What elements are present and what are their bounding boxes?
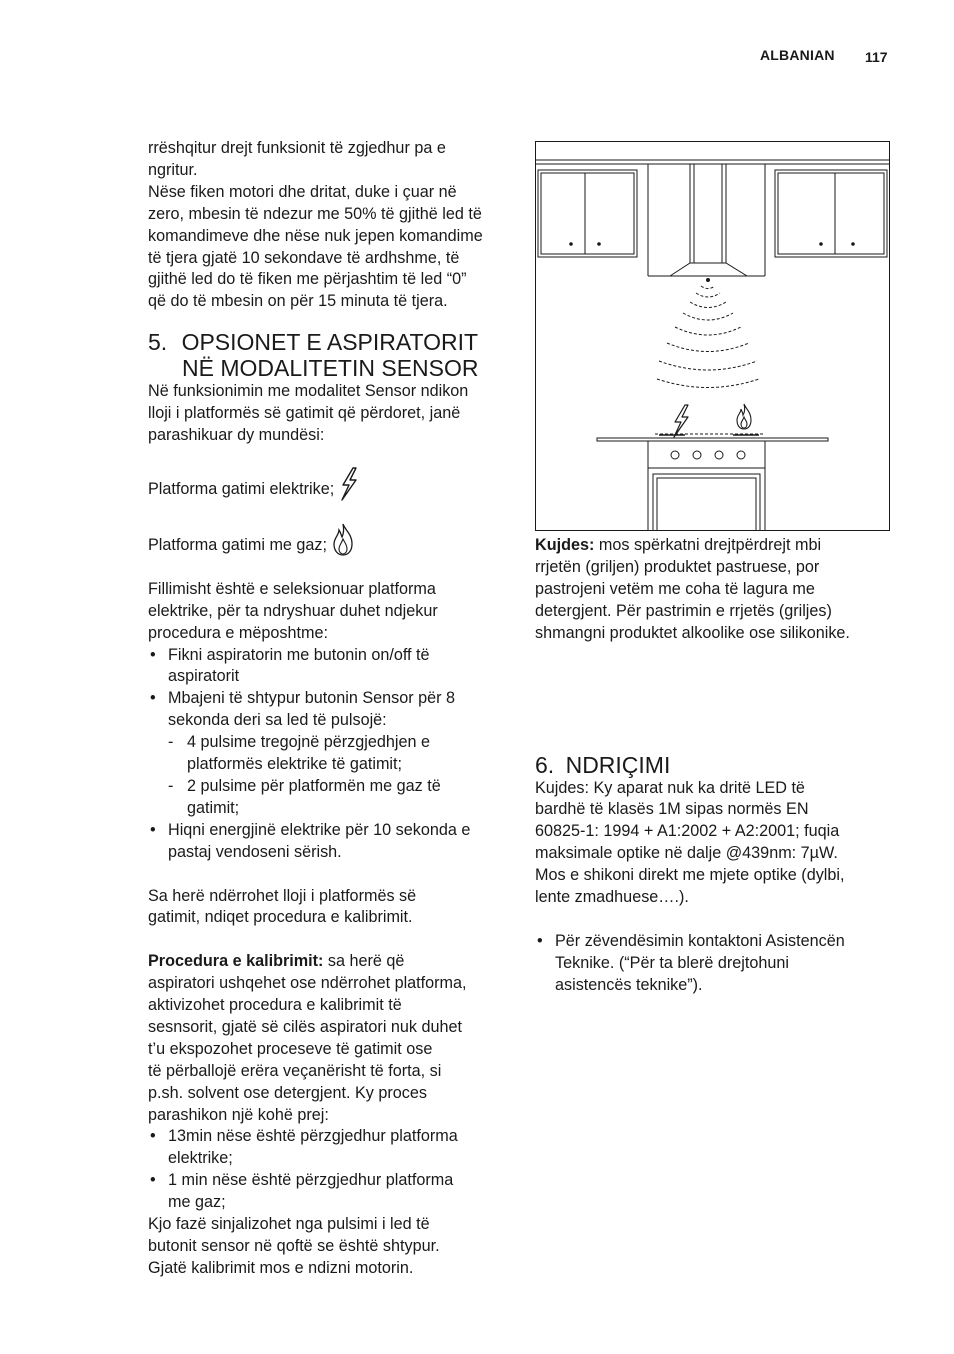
text-line: Kjo fazë sinjalizohet nga pulsimi i led të [148, 1215, 430, 1234]
text-line: butonit sensor në qoftë se është shtypur. [148, 1237, 440, 1256]
lightning-icon [674, 405, 688, 437]
caution-paragraph [535, 535, 900, 645]
text-line: lloji i platformës së gatimit që përdoret, janë [148, 404, 461, 423]
text-line: Mbajeni të shtypur butonin Sensor për 8 [168, 689, 456, 708]
text-line: komandimeve dhe nëse nuk jepen komandime [148, 226, 483, 245]
right-wall-cabinet [765, 164, 887, 276]
text-line: gjithë led do të fiken me përjashtim të led “0” [148, 270, 467, 289]
cooktop [597, 434, 828, 441]
cabinet-knob [569, 242, 573, 246]
text-line: Mos e shikoni direkt me mjete optike (dylbi, [535, 866, 845, 885]
text-line: Gjatë kalibrimit mos e ndizni motorin. [148, 1258, 414, 1277]
cabinet-knob [597, 242, 601, 246]
text-line: Teknike. (“Për ta blerë drejtohuni [555, 953, 789, 972]
calibration-times [148, 1126, 510, 1214]
gas-option-label: Platforma gatimi me gaz; [148, 536, 328, 555]
text-line: me gaz; [168, 1193, 226, 1212]
chimney-hood [648, 164, 765, 276]
page-number: 117 [865, 49, 888, 65]
text-line: lente zmadhuese….). [535, 888, 689, 907]
left-column [148, 138, 510, 1280]
left-wall-cabinet [538, 164, 648, 276]
pulse-sublist [168, 732, 510, 820]
text-line: elektrike; [168, 1149, 233, 1168]
text-line: shmangni produktet alkoolike ose silikonike. [535, 623, 850, 642]
text-line: zero, mbesin të ndezur me 50% të gjithë led të [148, 204, 482, 223]
section-5-heading [148, 329, 510, 381]
text-line: procedura e mëposhtme: [148, 623, 328, 642]
list-item [168, 776, 510, 820]
cabinet-knob [851, 242, 855, 246]
oven-knob [737, 451, 745, 459]
text-line: sa herë që [323, 952, 405, 971]
oven-knob [693, 451, 701, 459]
text-line: aktivizohet procedura e kalibrimit të [148, 996, 402, 1015]
section-6-body [535, 778, 900, 909]
sensor-wave-icon [657, 286, 759, 388]
text-line: sesnsorit, gjatë së cilës aspiratori nuk duhet [148, 1017, 463, 1036]
text-line: pastrojeni vetëm me coha të lagura me [535, 579, 815, 598]
procedure-steps [148, 645, 510, 864]
section-6-number: 6. [535, 751, 555, 778]
text-line: maksimale optike në dalje @439nm: 7µW. [535, 844, 838, 863]
section-5-title-line1: OPSIONET E ASPIRATORIT [181, 329, 479, 356]
text-line: asistencës teknike”). [555, 975, 703, 994]
list-item [535, 931, 900, 997]
text-line: Në funksionimin me modalitet Sensor ndikon [148, 382, 469, 401]
text-line: Kujdes: Ky aparat nuk ka dritë LED të [535, 778, 805, 797]
hood-installation-figure [535, 141, 890, 531]
electric-option-label: Platforma gatimi elektrike; [148, 480, 335, 499]
text-line: që do të mbesin on për 15 minuta të tjera. [148, 292, 448, 311]
text-line: gatimit; [187, 798, 240, 817]
hood-sensor-icon [706, 278, 710, 282]
text-line: Sa herë ndërrohet lloji i platformës së [148, 886, 417, 905]
section-5-number: 5. [148, 329, 168, 356]
oven-knobs [671, 451, 745, 459]
electric-option [148, 467, 510, 501]
oven [648, 441, 765, 531]
text-line: të tjera gjatë 10 sekondave të ardhshme, të [148, 248, 460, 267]
section-5-title-line2: NË MODALITETIN SENSOR [182, 355, 479, 382]
calibration-paragraph [148, 951, 510, 1126]
text-line: pastaj vendoseni sërish. [168, 842, 342, 861]
text-line: Nëse fiken motori dhe dritat, duke i çuar në [148, 182, 457, 201]
text-line: 4 pulsime tregojnë përzgjedhjen e [187, 733, 430, 752]
text-line: rrëshqitur drejt funksionit të zgjedhur pa e [148, 139, 446, 157]
text-line: aspiratorit [168, 667, 240, 686]
oven-knob [715, 451, 723, 459]
gas-option [148, 523, 510, 557]
change-procedure-intro [148, 579, 510, 645]
calibration-title: Procedura e kalibrimit: [148, 952, 324, 971]
text-line: platformës elektrike të gatimit; [187, 755, 403, 774]
calibration-note [148, 886, 510, 930]
flame-icon [332, 523, 354, 557]
flame-icon [737, 404, 751, 429]
text-line: gatimit, ndiqet procedura e kalibrimit. [148, 908, 413, 927]
lightning-icon [339, 467, 359, 501]
text-line: detergjent. Për pastrimin e rrjetës (griljes) [535, 601, 832, 620]
text-line: elektrike, për ta ndryshuar duhet ndjekur [148, 601, 438, 620]
ceiling-lines [535, 160, 890, 164]
calibration-closing [148, 1214, 510, 1280]
text-line: parashikuar dy mundësi: [148, 426, 325, 445]
text-line: bardhë të klasës 1M sipas normës EN [535, 800, 809, 819]
text-line: t’u ekspozohet proceseve të gatimit ose [148, 1039, 433, 1058]
section-6-title: NDRIÇIMI [565, 751, 671, 778]
right-column [535, 535, 900, 997]
caution-label: Kujdes: [535, 536, 595, 554]
text-line: Për zëvendësimin kontaktoni Asistencën [555, 931, 845, 950]
cabinet-knob [819, 242, 823, 246]
text-line: p.sh. solvent ose detergjent. Ky proces [148, 1083, 427, 1102]
list-item [148, 820, 510, 864]
text-line: rrjetën (griljen) produktet pastruese, por [535, 557, 820, 576]
text-line: Hiqni energjinë elektrike për 10 sekonda e [168, 820, 471, 839]
text-line: 13min nëse është përzgjedhur platforma [168, 1127, 458, 1146]
list-item [148, 645, 510, 689]
text-line: Fikni aspiratorin me butonin on/off të [168, 645, 430, 664]
text-line: parashikon një kohë prej: [148, 1105, 329, 1124]
list-item [148, 1126, 510, 1170]
text-line: Fillimisht është e seleksionuar platforma [148, 579, 436, 598]
header-language: ALBANIAN [760, 47, 835, 63]
text-line: 1 min nëse është përzgjedhur platforma [168, 1171, 454, 1190]
list-item [148, 1170, 510, 1214]
intro-paragraph [148, 138, 510, 313]
section-5-description [148, 381, 510, 447]
text-line: mos spërkatni drejtpërdrejt mbi [594, 536, 822, 554]
text-line: aspiratori ushqehet ose ndërrohet platforma, [148, 974, 467, 993]
list-item [148, 688, 510, 819]
list-item [168, 732, 510, 776]
text-line: 60825-1: 1994 + A1:2002 + A2:2001; fuqia [535, 822, 840, 841]
section-6-heading [535, 752, 900, 778]
text-line: të përballojë erëra veçanërisht të forta, si [148, 1061, 442, 1080]
text-line: ngritur. [148, 160, 198, 179]
oven-knob [671, 451, 679, 459]
text-line: sekonda deri sa led të pulsojë: [168, 711, 387, 730]
section-6-list [535, 931, 900, 997]
text-line: 2 pulsime për platformën me gaz të [187, 777, 441, 796]
